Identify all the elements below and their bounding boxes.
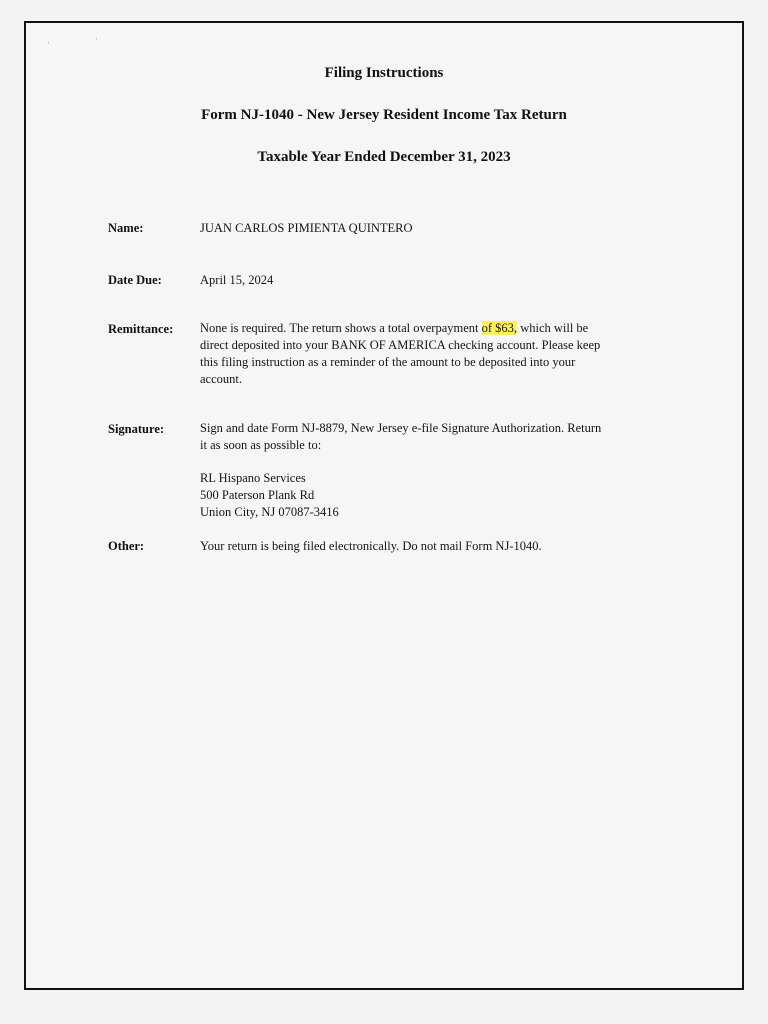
- name-label: Name:: [108, 221, 144, 235]
- tax-year-title: Taxable Year Ended December 31, 2023: [257, 149, 511, 165]
- other-label: Other:: [108, 539, 145, 553]
- remittance-value: [200, 320, 670, 388]
- remittance-line-1-pre: None is required. The return shows a total overpayment: [200, 321, 482, 335]
- overpayment-highlight: of $63,: [481, 321, 518, 335]
- remittance-line-3: this filing instruction as a reminder of the amount to be deposited into your: [200, 355, 576, 369]
- document-title: Filing Instructions: [324, 65, 444, 81]
- mailing-address: [200, 470, 670, 521]
- remittance-line-1-post: which will be: [517, 321, 589, 335]
- name-value: JUAN CARLOS PIMIENTA QUINTERO: [200, 221, 413, 235]
- address-street: 500 Paterson Plank Rd: [200, 488, 315, 502]
- remittance-line-1: [200, 320, 670, 337]
- remittance-line-4: account.: [200, 372, 242, 386]
- scan-speck: ': [96, 38, 98, 44]
- form-title: Form NJ-1040 - New Jersey Resident Income Tax Return: [201, 107, 567, 123]
- remittance-line-2: direct deposited into your BANK OF AMERICA checking account. Please keep: [200, 338, 601, 352]
- other-value: Your return is being filed electronically. Do not mail Form NJ-1040.: [200, 539, 542, 553]
- remittance-label: Remittance:: [108, 322, 174, 336]
- signature-line-1: Sign and date Form NJ-8879, New Jersey e-file Signature Authorization. Return: [200, 421, 602, 435]
- address-name: RL Hispano Services: [200, 471, 306, 485]
- address-city: Union City, NJ 07087-3416: [200, 505, 339, 519]
- date-due-value: April 15, 2024: [200, 273, 274, 287]
- signature-value: [200, 420, 670, 454]
- scan-speck: ': [48, 42, 50, 48]
- signature-label: Signature:: [108, 422, 165, 436]
- document-border: [24, 21, 744, 990]
- date-due-label: Date Due:: [108, 273, 162, 287]
- signature-line-2: it as soon as possible to:: [200, 438, 322, 452]
